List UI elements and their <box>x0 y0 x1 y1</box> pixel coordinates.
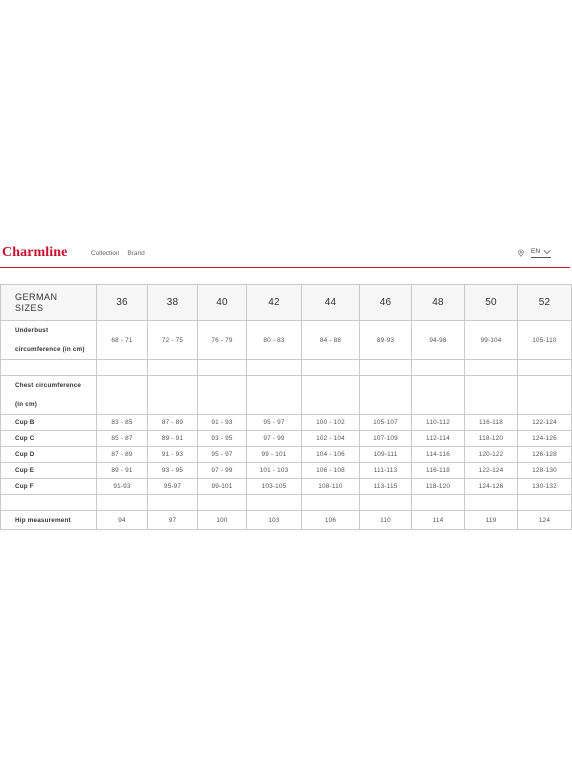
table-cell: 87 - 89 <box>97 447 148 463</box>
empty-cell <box>518 376 572 415</box>
cup-label: Cup B <box>1 415 97 431</box>
empty-cell <box>97 360 148 376</box>
table-cell: 76 - 79 <box>198 321 247 360</box>
size-header: 42 <box>247 285 302 321</box>
table-cell: 95-97 <box>148 479 198 495</box>
table-cell: 100 <box>198 511 247 530</box>
table-cell: 110-112 <box>412 415 465 431</box>
table-cell: 95 - 97 <box>198 447 247 463</box>
table-cell: 105-110 <box>518 321 572 360</box>
table-cell: 80 - 83 <box>247 321 302 360</box>
empty-cell <box>247 495 302 511</box>
language-selector[interactable] <box>517 248 551 258</box>
table-cell: 114-116 <box>412 447 465 463</box>
location-pin-icon <box>517 249 525 257</box>
table-cell: 103 <box>247 511 302 530</box>
table-cell: 84 - 88 <box>302 321 360 360</box>
table-cell: 126-128 <box>518 447 572 463</box>
empty-cell <box>148 376 198 415</box>
table-cell: 111-113 <box>360 463 412 479</box>
table-cell: 97 <box>148 511 198 530</box>
site-header <box>0 240 570 268</box>
table-cell: 99 - 101 <box>247 447 302 463</box>
table-cell: 108-110 <box>302 479 360 495</box>
table-cell: 124-126 <box>465 479 518 495</box>
empty-cell <box>148 495 198 511</box>
cup-e-row <box>1 463 572 479</box>
size-system-line2: SIZES <box>15 302 44 313</box>
empty-cell <box>360 376 412 415</box>
chest-label <box>1 376 97 415</box>
empty-cell <box>412 376 465 415</box>
size-header: 46 <box>360 285 412 321</box>
language-code: EN <box>531 248 541 255</box>
size-chart <box>0 284 570 524</box>
table-cell: 120-122 <box>465 447 518 463</box>
empty-cell <box>302 376 360 415</box>
size-table <box>0 284 572 530</box>
table-cell: 99-104 <box>465 321 518 360</box>
table-cell: 103-105 <box>247 479 302 495</box>
table-cell: 94 <box>97 511 148 530</box>
language-dropdown[interactable] <box>531 248 551 258</box>
underbust-label-line2: circumference (in cm) <box>15 346 85 353</box>
size-header: 48 <box>412 285 465 321</box>
table-cell: 130-132 <box>518 479 572 495</box>
table-cell: 109-111 <box>360 447 412 463</box>
empty-cell <box>198 360 247 376</box>
size-header: 40 <box>198 285 247 321</box>
nav-collection[interactable]: Collection <box>91 250 120 257</box>
size-header: 38 <box>148 285 198 321</box>
empty-cell <box>412 495 465 511</box>
empty-cell <box>247 376 302 415</box>
table-cell: 104 - 106 <box>302 447 360 463</box>
table-cell: 107-109 <box>360 431 412 447</box>
empty-cell <box>1 495 97 511</box>
size-header: 50 <box>465 285 518 321</box>
table-cell: 114 <box>412 511 465 530</box>
empty-cell <box>518 495 572 511</box>
size-header: 44 <box>302 285 360 321</box>
table-cell: 91 - 93 <box>198 415 247 431</box>
cup-label: Cup F <box>1 479 97 495</box>
table-cell: 83 - 85 <box>97 415 148 431</box>
table-cell: 91-93 <box>97 479 148 495</box>
table-cell: 100 - 102 <box>302 415 360 431</box>
chest-row <box>1 376 572 415</box>
empty-cell <box>518 360 572 376</box>
hip-row <box>1 511 572 530</box>
spacer-row <box>1 495 572 511</box>
table-cell: 124 <box>518 511 572 530</box>
empty-cell <box>360 495 412 511</box>
table-cell: 118-120 <box>412 479 465 495</box>
empty-cell <box>360 360 412 376</box>
table-cell: 91 - 93 <box>148 447 198 463</box>
header-row <box>1 285 572 321</box>
chest-label-line2: (in cm) <box>15 401 38 408</box>
table-cell: 122-124 <box>518 415 572 431</box>
table-cell: 93 - 95 <box>148 463 198 479</box>
empty-cell <box>302 360 360 376</box>
table-cell: 128-130 <box>518 463 572 479</box>
empty-cell <box>198 495 247 511</box>
size-header: 36 <box>97 285 148 321</box>
empty-cell <box>148 360 198 376</box>
table-cell: 97 - 99 <box>198 463 247 479</box>
main-nav <box>91 250 151 257</box>
table-cell: 113-115 <box>360 479 412 495</box>
size-system-label <box>1 285 97 321</box>
table-cell: 87 - 89 <box>148 415 198 431</box>
table-cell: 124-126 <box>518 431 572 447</box>
table-cell: 102 - 104 <box>302 431 360 447</box>
cup-b-row <box>1 415 572 431</box>
table-cell: 99-101 <box>198 479 247 495</box>
table-cell: 106 <box>302 511 360 530</box>
table-cell: 95 - 97 <box>247 415 302 431</box>
empty-cell <box>97 495 148 511</box>
underbust-label <box>1 321 97 360</box>
empty-cell <box>302 495 360 511</box>
underbust-row <box>1 321 572 360</box>
table-cell: 68 - 71 <box>97 321 148 360</box>
cup-d-row <box>1 447 572 463</box>
table-cell: 93 - 95 <box>198 431 247 447</box>
size-header: 52 <box>518 285 572 321</box>
table-cell: 94-98 <box>412 321 465 360</box>
cup-label: Cup E <box>1 463 97 479</box>
table-cell: 101 - 103 <box>247 463 302 479</box>
empty-cell <box>247 360 302 376</box>
spacer-row <box>1 360 572 376</box>
table-cell: 122-124 <box>465 463 518 479</box>
empty-cell <box>1 360 97 376</box>
table-cell: 116-118 <box>465 415 518 431</box>
nav-brand[interactable]: Brand <box>127 250 145 257</box>
table-cell: 119 <box>465 511 518 530</box>
empty-cell <box>465 495 518 511</box>
empty-cell <box>198 376 247 415</box>
table-cell: 72 - 75 <box>148 321 198 360</box>
table-cell: 89 - 91 <box>97 463 148 479</box>
cup-c-row <box>1 431 572 447</box>
size-system-line1: GERMAN <box>15 291 58 302</box>
empty-cell <box>465 360 518 376</box>
table-cell: 118-120 <box>465 431 518 447</box>
empty-cell <box>465 376 518 415</box>
chevron-down-icon <box>543 249 551 255</box>
empty-cell <box>412 360 465 376</box>
table-cell: 110 <box>360 511 412 530</box>
table-cell: 85 - 87 <box>97 431 148 447</box>
table-cell: 97 - 99 <box>247 431 302 447</box>
table-cell: 89 - 91 <box>148 431 198 447</box>
chest-label-line1: Chest circumference <box>15 382 82 389</box>
table-cell: 112-114 <box>412 431 465 447</box>
table-cell: 89-93 <box>360 321 412 360</box>
cup-f-row <box>1 479 572 495</box>
brand-logo[interactable]: Charmline <box>2 245 68 260</box>
underbust-label-line1: Underbust <box>15 327 49 334</box>
table-cell: 106 - 108 <box>302 463 360 479</box>
cup-label: Cup C <box>1 431 97 447</box>
table-cell: 105-107 <box>360 415 412 431</box>
table-cell: 116-118 <box>412 463 465 479</box>
cup-label: Cup D <box>1 447 97 463</box>
hip-label: Hip measurement <box>1 511 97 530</box>
empty-cell <box>97 376 148 415</box>
